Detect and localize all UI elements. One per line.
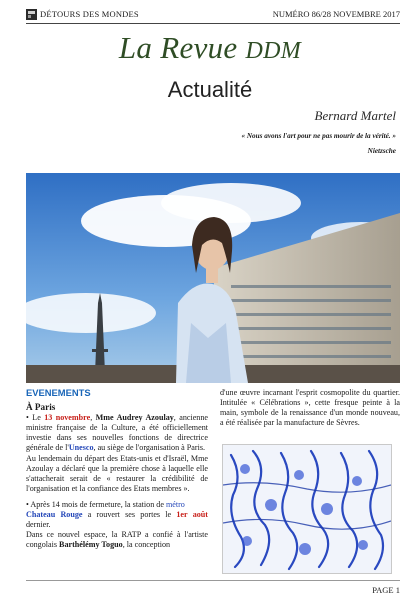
- issue-number: NUMÉRO 86/28 NOVEMBRE 2017: [272, 9, 400, 19]
- text-run: • Après 14 mois de fermeture, la station de: [26, 499, 166, 509]
- text-run: a rouvert ses portes le: [82, 510, 177, 520]
- reopening-date: 1er août: [176, 510, 208, 520]
- person-name: Mme Audrey Azoulay: [95, 413, 174, 423]
- article-column-left: [26, 388, 208, 550]
- article-column-right: [220, 388, 400, 428]
- paragraph-ratp: [26, 530, 208, 550]
- date-highlight: 13 novembre: [44, 413, 91, 423]
- epigraph-quote: « Nous avons l'art pour ne pas mourir de la vérité. »: [241, 132, 396, 140]
- artist-name: Barthélémy Toguo: [59, 540, 123, 550]
- masthead-title: [0, 30, 420, 66]
- top-bar: [26, 8, 400, 24]
- cover-photo: [26, 173, 400, 383]
- station-name: Chateau Rouge: [26, 510, 83, 520]
- masthead-title-main: La Revue: [118, 30, 246, 65]
- footer-rule: [26, 580, 400, 581]
- paragraph-celebrations: d'une œuvre incarnant l'esprit cosmopolite du quartier. Intitulée « Célébrations », cette fresque peinte à la main, symbole de la renaissance d'un monde nouveau, a été réalisée par la manufacture de Sèvres.: [220, 388, 400, 428]
- paragraph-azoulay: [26, 413, 208, 453]
- section-title: Actualité: [167, 77, 253, 102]
- artwork-image: [222, 444, 392, 574]
- epigraph-author: Nietzsche: [367, 147, 396, 155]
- publication-logo-icon: [26, 9, 37, 20]
- page-number: PAGE 1: [372, 585, 400, 595]
- org-name: Unesco: [68, 443, 94, 453]
- text-run: • Le: [26, 413, 45, 423]
- masthead-title-suffix: DDM: [245, 38, 302, 64]
- events-section-label: EVENEMENTS: [26, 387, 91, 398]
- fresco-illustration: [223, 445, 391, 573]
- photo-illustration: [26, 173, 400, 383]
- text-run: ,: [90, 413, 96, 423]
- place-heading: À Paris: [26, 402, 56, 413]
- text-run: dernier.: [26, 520, 51, 530]
- metro-link[interactable]: métro: [165, 499, 185, 509]
- text-run: , ancienne ministre française de la Culture, a été officiellement investie dans ses nouvelles fonctions de directrice générale de l': [26, 413, 208, 453]
- paragraph-metro: [26, 500, 208, 530]
- text-run: , la conception: [122, 540, 171, 550]
- publication-brand: DÉTOURS DES MONDES: [40, 9, 139, 19]
- author-name: Bernard Martel: [314, 108, 396, 123]
- header-rule: [26, 23, 400, 24]
- text-run: Dans ce nouvel espace, la RATP a confié à l'artiste congolais: [26, 530, 208, 550]
- paragraph-credibility: Au lendemain du départ des Etats-unis et d'Israël, Mme Azoulay a déclaré que la première chose à laquelle elle s'attacherait serait de « restaurer la crédibilité de l'organisation et la confiance des Etats membres ».: [26, 453, 208, 493]
- text-run: , au siège de l'organisation à Paris.: [93, 443, 205, 453]
